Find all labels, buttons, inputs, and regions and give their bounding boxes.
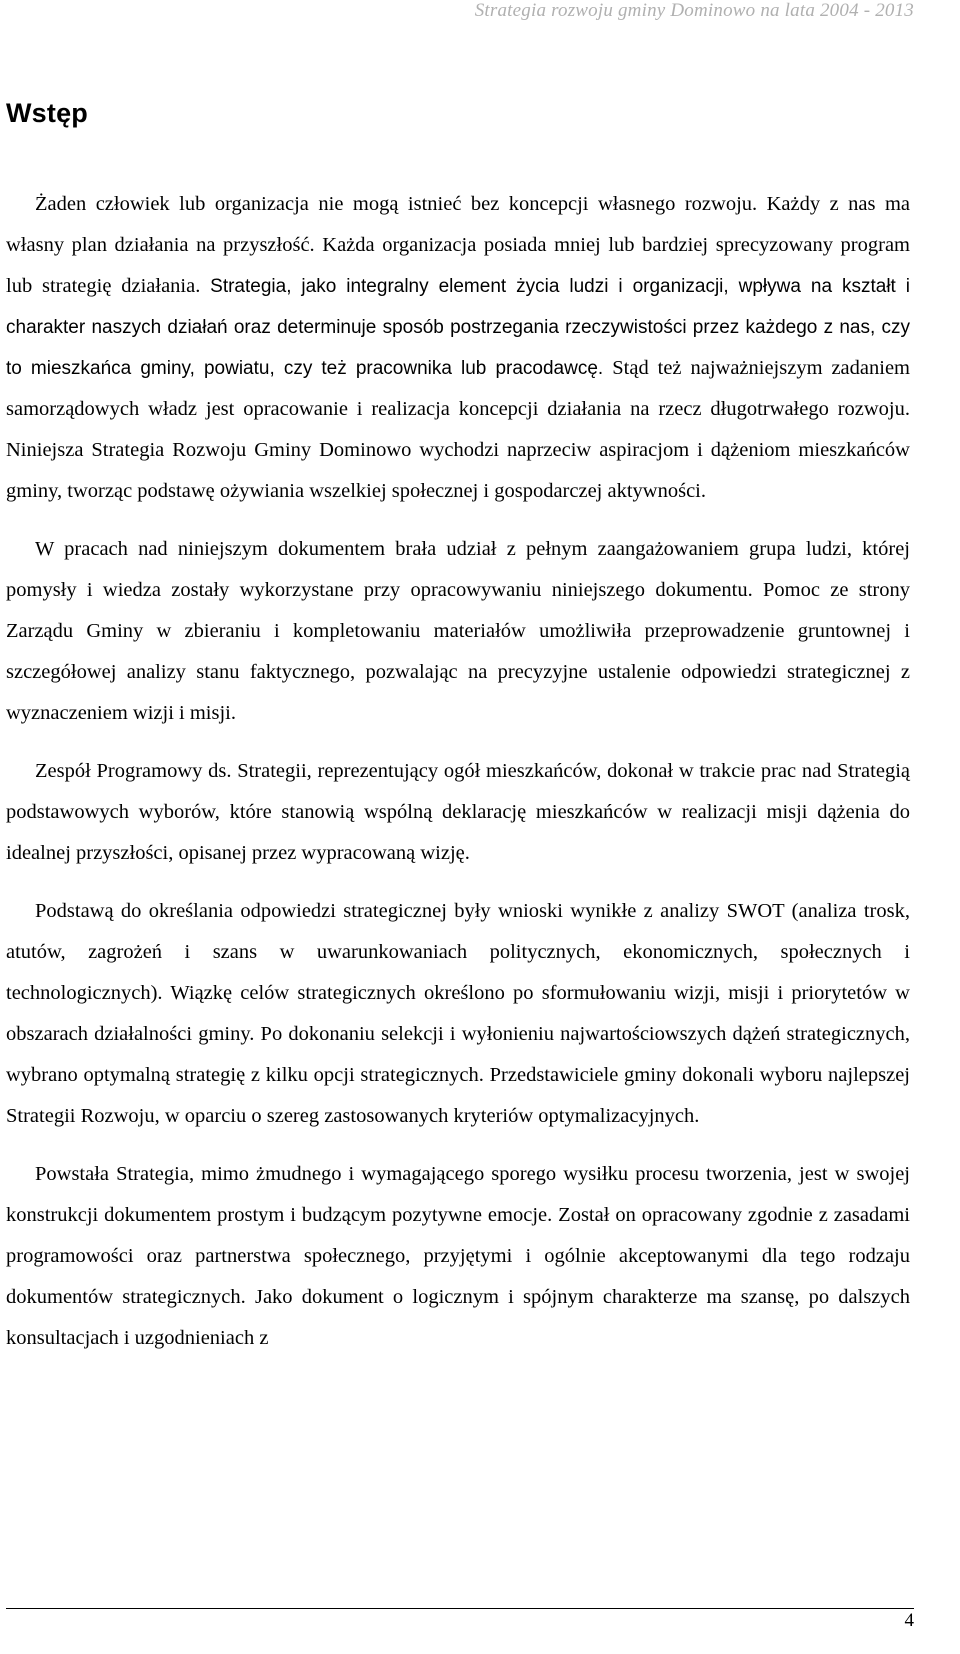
page-number: 4 [904, 1610, 914, 1631]
paragraph [6, 751, 910, 874]
body-text [6, 184, 910, 1376]
page-title: Wstęp [6, 98, 88, 128]
paragraph [6, 529, 910, 734]
paragraph-segment: W pracach nad niniejszym dokumentem brała udział z pełnym zaangażowaniem grupa ludzi, której pomysły i wiedza zostały wykorzystane przy opracowywaniu niniejszego dokumentu. Pomoc ze strony Zarządu Gminy w zbieraniu i kompletowaniu materiałów umożliwiła przeprowadzenie gruntownej i szczegółowej analizy stanu faktycznego, pozwalając na precyzyjne ustalenie odpowiedzi strategicznej z wyznaczeniem wizji i misji. [6, 538, 910, 724]
paragraph [6, 891, 910, 1137]
paragraph-segment: Żaden człowiek lub organizacja nie mogą istnieć bez koncepcji własnego rozwoju. Każdy z nas ma własny plan działania na przyszłość. Każda organizacja posiada mniej lub bardziej sprecyzowany program lub strategię działania. [6, 193, 910, 297]
paragraph-segment: Podstawą do określania odpowiedzi strategicznej były wnioski wynikłe z analizy SWOT (analiza trosk, atutów, zagrożeń i szans w uwarunkowaniach politycznych, ekonomicznych, społecznych i technologicznych). Wiązkę celów strategicznych określono po sformułowaniu wizji, misji i priorytetów w obszarach działalności gminy. Po dokonaniu selekcji i wyłonieniu najwartościowszych dążeń strategicznych, wybrano optymalną strategię z kilku opcji strategicznych. Przedstawiciele gminy dokonali wyboru najlepszej Strategii Rozwoju, w oparciu o szereg zastosowanych kryteriów optymalizacyjnych. [6, 900, 910, 1127]
footer-rule [6, 1608, 914, 1609]
paragraph [6, 184, 910, 512]
paragraph-segment: Strategia, jako integralny element życia ludzi i organizacji, wpływa na kształt i charakter naszych działań oraz determinuje sposób postrzegania rzeczywistości przez każdego z nas, czy to mieszkańca gminy, powiatu, czy też pracownika lub pracodawcę. [6, 276, 910, 379]
running-header: Strategia rozwoju gminy Dominowo na lata 2004 - 2013 [474, 0, 914, 21]
paragraph-segment: Zespół Programowy ds. Strategii, reprezentujący ogół mieszkańców, dokonał w trakcie prac nad Strategią podstawowych wyborów, które stanowią wspólną deklarację mieszkańców w realizacji misji dążenia do idealnej przyszłości, opisanej przez wypracowaną wizję. [6, 760, 910, 864]
paragraph-segment: Stąd też najważniejszym zadaniem samorządowych władz jest opracowanie i realizacja koncepcji działania na rzecz długotrwałego rozwoju. Niniejsza Strategia Rozwoju Gminy Dominowo wychodzi naprzeciw aspiracjom i dążeniom mieszkańców gminy, tworząc podstawę ożywiania wszelkiej społecznej i gospodarczej aktywności. [6, 357, 910, 502]
paragraph-segment: Powstała Strategia, mimo żmudnego i wymagającego sporego wysiłku procesu tworzenia, jest w swojej konstrukcji dokumentem prostym i budzącym pozytywne emocje. Został on opracowany zgodnie z zasadami programowości oraz partnerstwa społecznego, przyjętymi i ogólnie akceptowanymi dla tego rodzaju dokumentów strategicznych. Jako dokument o logicznym i spójnym charakterze ma szansę, po dalszych konsultacjach i uzgodnieniach z [6, 1163, 910, 1349]
paragraph [6, 1154, 910, 1359]
